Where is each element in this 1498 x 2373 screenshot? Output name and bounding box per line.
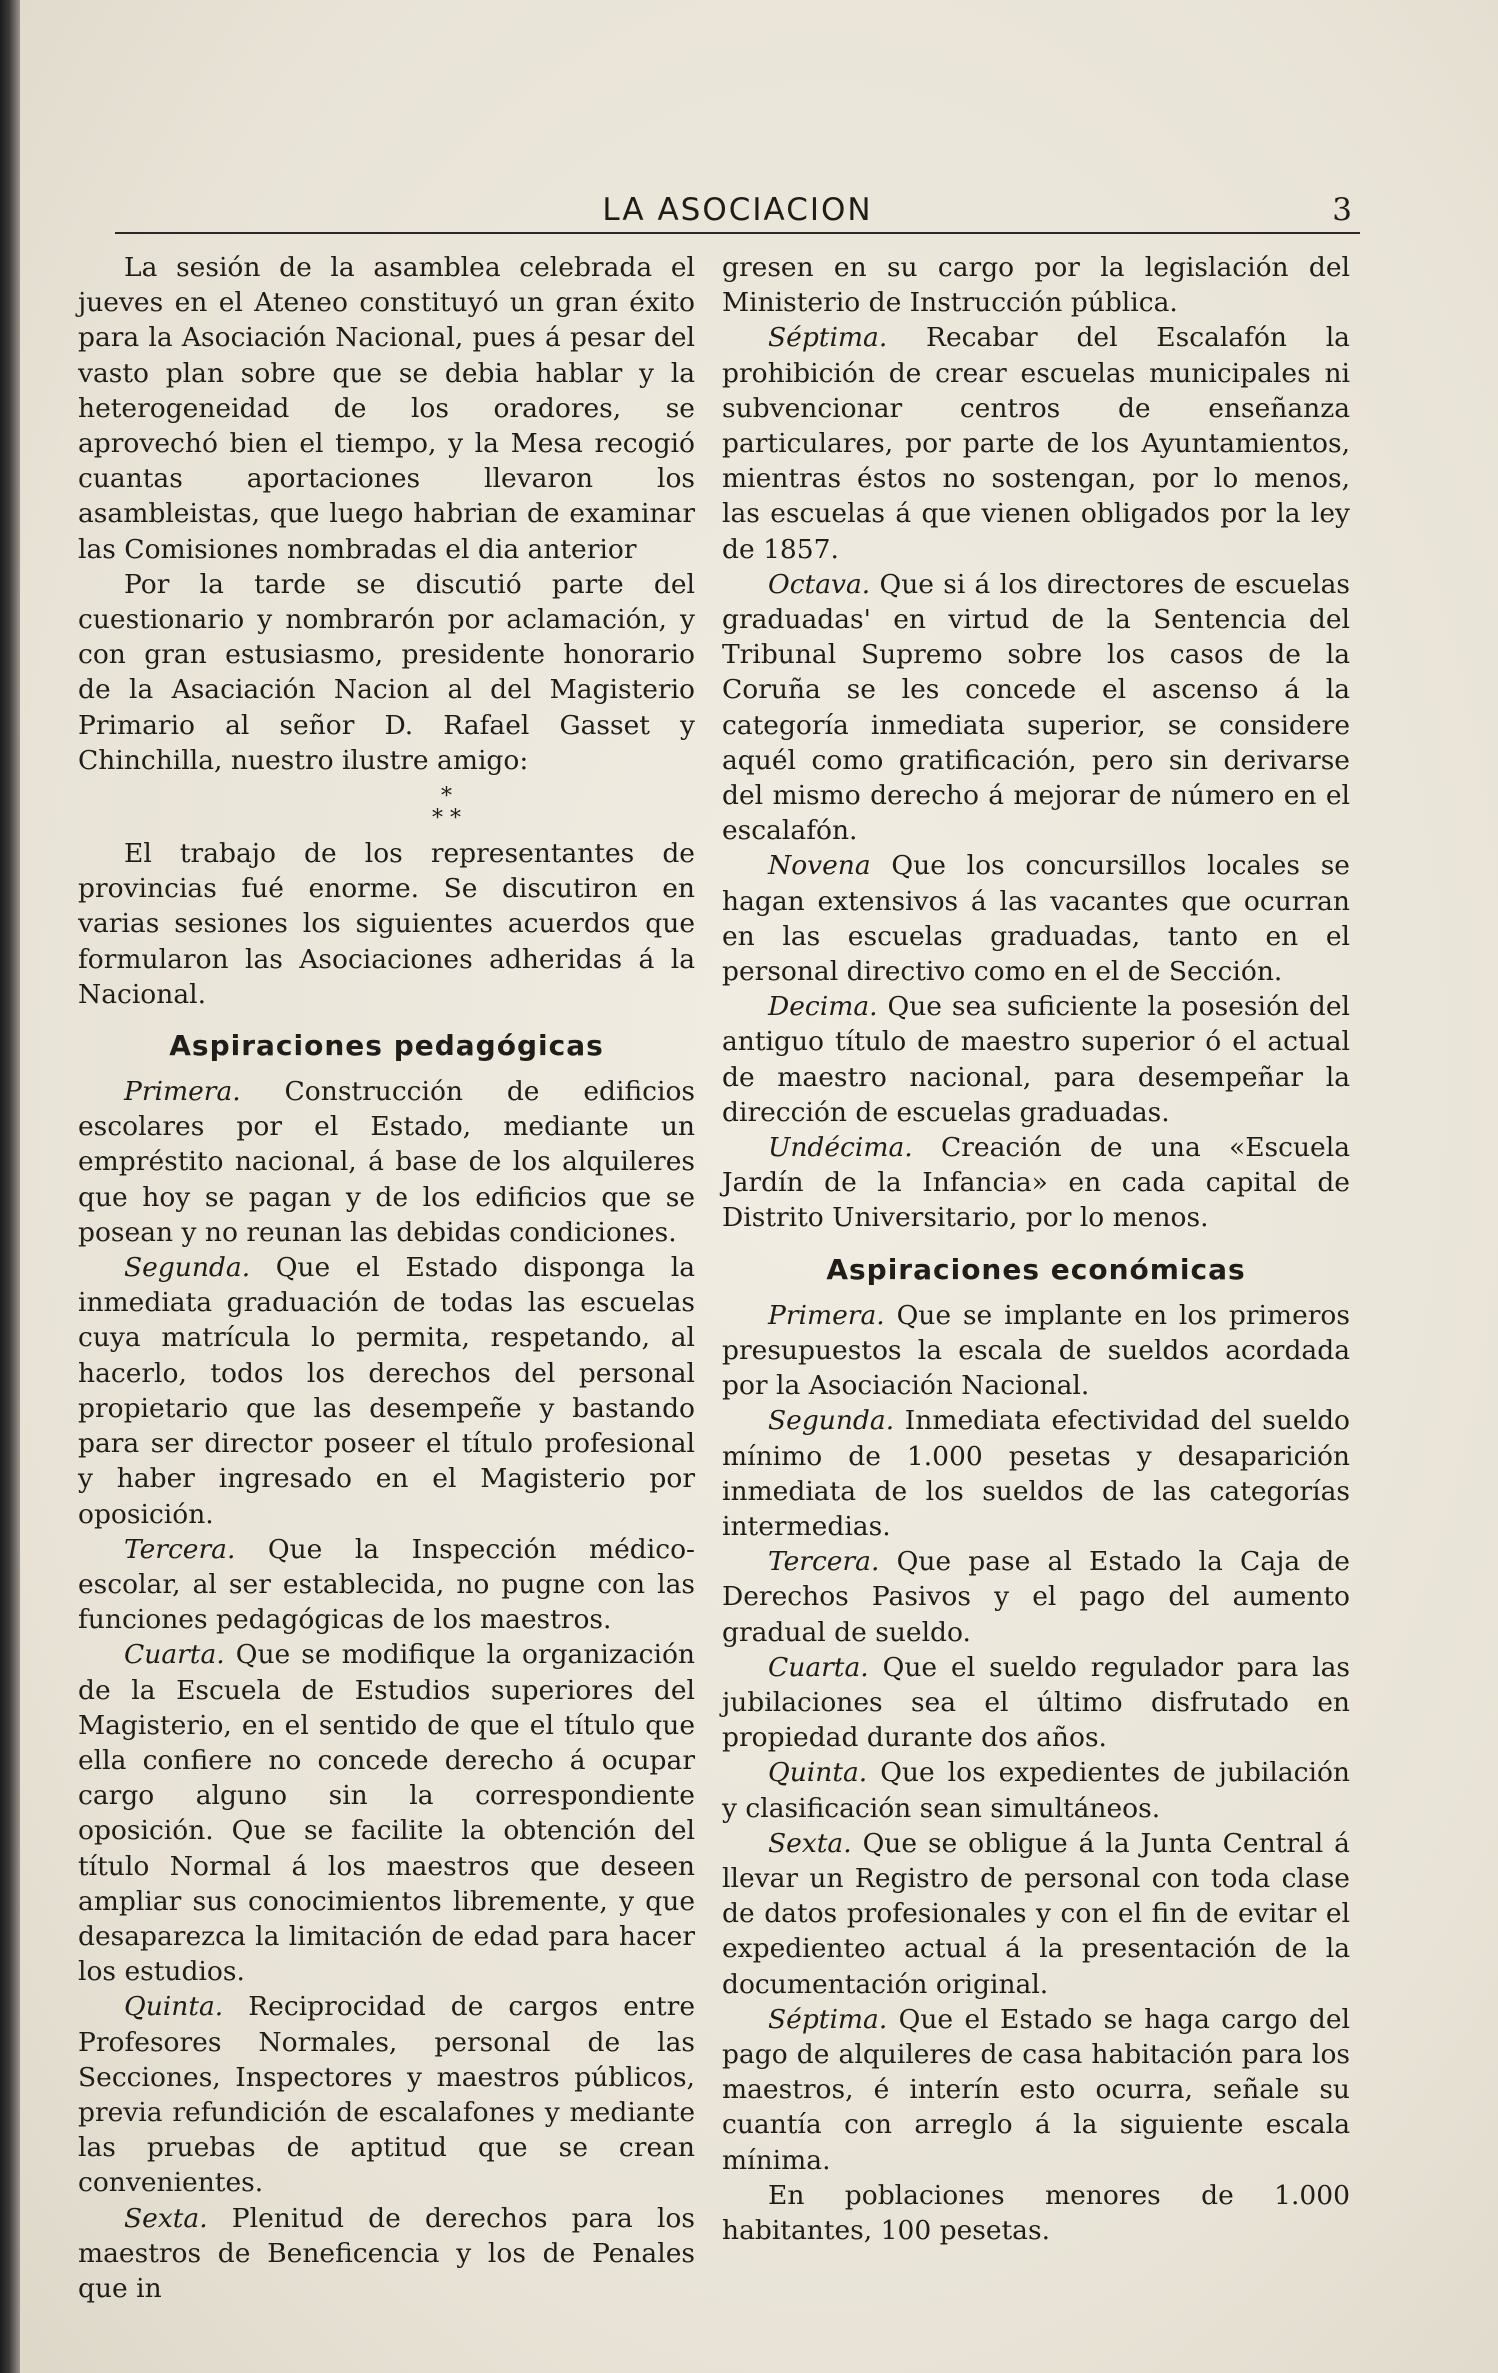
item-label: Decima.	[768, 991, 878, 1023]
item-text: Que la Inspección médico-escolar, al ser establecida, no pugne con las funciones pedagógicas de los maestros.	[78, 1533, 695, 1636]
item-quinta	[78, 1989, 695, 2200]
item-label: Tercera.	[768, 1546, 880, 1578]
item-primera	[78, 1074, 695, 1250]
section-separator	[78, 786, 695, 830]
item-label: Novena	[768, 850, 871, 882]
item-text: Recabar del Escalafón la prohibición de crear escuelas municipales ni subvencionar centros de enseñanza particulares, por parte de los Ayuntamientos, mientras éstos no sostengan, por lo menos, las escuelas á que vienen obligados por la ley de 1857.	[722, 322, 1350, 565]
item-label: Séptima.	[768, 2003, 888, 2035]
item-text: Creación de una «Escuela Jardín de la Infancia» en cada capital de Distrito Universitario, por lo menos.	[722, 1132, 1350, 1234]
item-text: Que se implante en los primeros presupuestos la escala de sueldos acordada por la Asociación Nacional.	[722, 1299, 1350, 1402]
item-text: Que pase al Estado la Caja de Derechos Pasivos y el pago del aumento gradual de sueldo.	[722, 1546, 1350, 1648]
item-label: Segunda.	[124, 1252, 251, 1284]
item-text: Que el Estado disponga la inmediata graduación de todas las escuelas cuya matrícula lo permita, respetando, al hacerlo, todos los derechos del personal propietario que las desempeñe y bastando para ser director poseer el título profesional y haber ingresado en el Magisterio por oposición.	[78, 1252, 695, 1530]
econ-item-segunda	[722, 1403, 1350, 1544]
item-label: Quinta.	[124, 1991, 224, 2023]
work-paragraph: El trabajo de los representantes de provincias fué enorme. Se discutiron en varias sesiones los siguientes acuerdos que formularon las Asociaciones adheridas á la Nacional.	[78, 838, 695, 1010]
item-label: Undécima.	[768, 1132, 913, 1164]
item-label: Quinta.	[768, 1757, 868, 1789]
item-text: Que el sueldo regulador para las jubilaciones sea el último disfrutado en propiedad durante dos años.	[722, 1651, 1350, 1754]
running-header	[115, 192, 1360, 236]
item-label: Sexta.	[768, 1827, 852, 1859]
item-text: Que se obligue á la Junta Central á llevar un Registro de personal con toda clase de datos profesionales y con el fin de evitar el expedienteo actual á la presentación de la documentación original.	[722, 1827, 1350, 2000]
heading-aspiraciones-economicas: Aspiraciones económicas	[826, 1252, 1246, 1286]
item-septima	[722, 320, 1350, 566]
econ-item-septima	[722, 2002, 1350, 2178]
item-text: Que sea suficiente la posesión del antiguo título de maestro superior ó el actual de maestro nacional, para desempeñar la dirección de escuelas graduadas.	[722, 991, 1350, 1128]
item-undecima	[722, 1130, 1350, 1236]
item-text: Plenitud de derechos para los maestros de Beneficencia y los de Penales que in	[78, 2202, 695, 2304]
right-column	[722, 250, 1350, 2248]
item-novena	[722, 848, 1350, 989]
item-label: Séptima.	[768, 322, 888, 354]
continuation-paragraph: gresen en su cargo por la legislación del Ministerio de Instrucción pública.	[722, 252, 1350, 319]
econ-item-sexta	[722, 1826, 1350, 2002]
item-text: Que los concursillos locales se hagan extensivos á las vacantes que ocurran en las escuelas graduadas, tanto en el personal directivo como en el de Sección.	[722, 850, 1350, 988]
item-octava	[722, 567, 1350, 849]
item-label: Cuarta.	[768, 1651, 869, 1683]
econ-item-quinta	[722, 1755, 1350, 1825]
item-text: Que los expedientes de jubilación y clasificación sean simultáneos.	[722, 1757, 1350, 1824]
item-text: Construcción de edificios escolares por el Estado, mediante un empréstito nacional, á base de los alquileres que hoy se pagan y de los edificios que se posean y no reunan las debidas condiciones.	[78, 1076, 695, 1248]
item-label: Segunda.	[768, 1405, 895, 1437]
item-text: Inmediata efectividad del sueldo mínimo de 1.000 pesetas y desaparición inmediata de los sueldos de las categorías intermedias.	[722, 1405, 1350, 1542]
heading-aspiraciones-pedagogicas: Aspiraciones pedagógicas	[169, 1029, 604, 1063]
item-text: Que se modifique la organización de la Escuela de Estudios superiores del Magisterio, en el sentido de que el título que ella confiere no concede derecho á ocupar cargo alguno sin la correspondiente oposición. Que se facilite la obtención del título Normal á los maestros que deseen ampliar sus conocimientos libremente, y que desaparezca la limitación de edad para hacer los estudios.	[78, 1639, 695, 1988]
header-rule	[115, 232, 1360, 234]
item-sexta	[78, 2201, 695, 2307]
econ-item-cuarta	[722, 1650, 1350, 1756]
left-column	[78, 250, 695, 2306]
item-text: Reciprocidad de cargos entre Profesores Normales, personal de las Secciones, Inspectores y maestros públicos, previa refundición de escalafones y mediante las pruebas de aptitud que se crean convenientes.	[78, 1991, 695, 2199]
afternoon-paragraph: Por la tarde se discutió parte del cuestionario y nombrarón por aclamación, y con gran estusiasmo, presidente honorario de la Asaciación Nacion al del Magisterio Primario al señor D. Rafael Gasset y Chinchilla, nuestro ilustre amigo:	[78, 568, 695, 776]
econ-item-tercera	[722, 1544, 1350, 1650]
item-text: Que el Estado se haga cargo del pago de alquileres de casa habitación para los maestros, é interín esto ocurra, señale su cuantía con arreglo á la siguiente escala mínima.	[722, 2003, 1350, 2176]
intro-paragraph: La sesión de la asamblea celebrada el jueves en el Ateneo constituyó un gran éxito para la Asociación Nacional, pues á pesar del vasto plan sobre que se debia hablar y la heterogeneidad de los oradores, se aprovechó bien el tiempo, y la Mesa recogió cuantas aportaciones llevaron los asambleistas, que luego habrian de examinar las Comisiones nombradas el dia anterior	[78, 252, 695, 565]
econ-item-primera	[722, 1298, 1350, 1404]
journal-title: LA ASOCIACION	[602, 192, 873, 228]
page-number: 3	[1332, 192, 1352, 228]
item-decima	[722, 989, 1350, 1130]
item-segunda	[78, 1250, 695, 1532]
item-label: Tercera.	[124, 1533, 236, 1565]
binding-spine	[0, 0, 20, 2373]
item-label: Sexta.	[124, 2202, 208, 2234]
item-label: Primera.	[768, 1299, 885, 1331]
item-text: Que si á los directores de escuelas graduadas' en virtud de la Sentencia del Tribunal Supremo sobre los casos de la Coruña se les concede el ascenso á la categoría inmediata superior, se considere aquél como gratificación, pero sin derivarse del mismo derecho á mejorar de número en el escalafón.	[722, 568, 1350, 847]
closing-paragraph: En poblaciones menores de 1.000 habitantes, 100 pesetas.	[722, 2179, 1350, 2246]
item-label: Octava.	[768, 568, 871, 600]
item-tercera	[78, 1532, 695, 1638]
item-label: Cuarta.	[124, 1639, 225, 1671]
item-cuarta	[78, 1637, 695, 1989]
item-label: Primera.	[124, 1076, 241, 1108]
separator-star-bottom: * *	[432, 806, 461, 832]
separator-star-top: *	[441, 784, 452, 810]
